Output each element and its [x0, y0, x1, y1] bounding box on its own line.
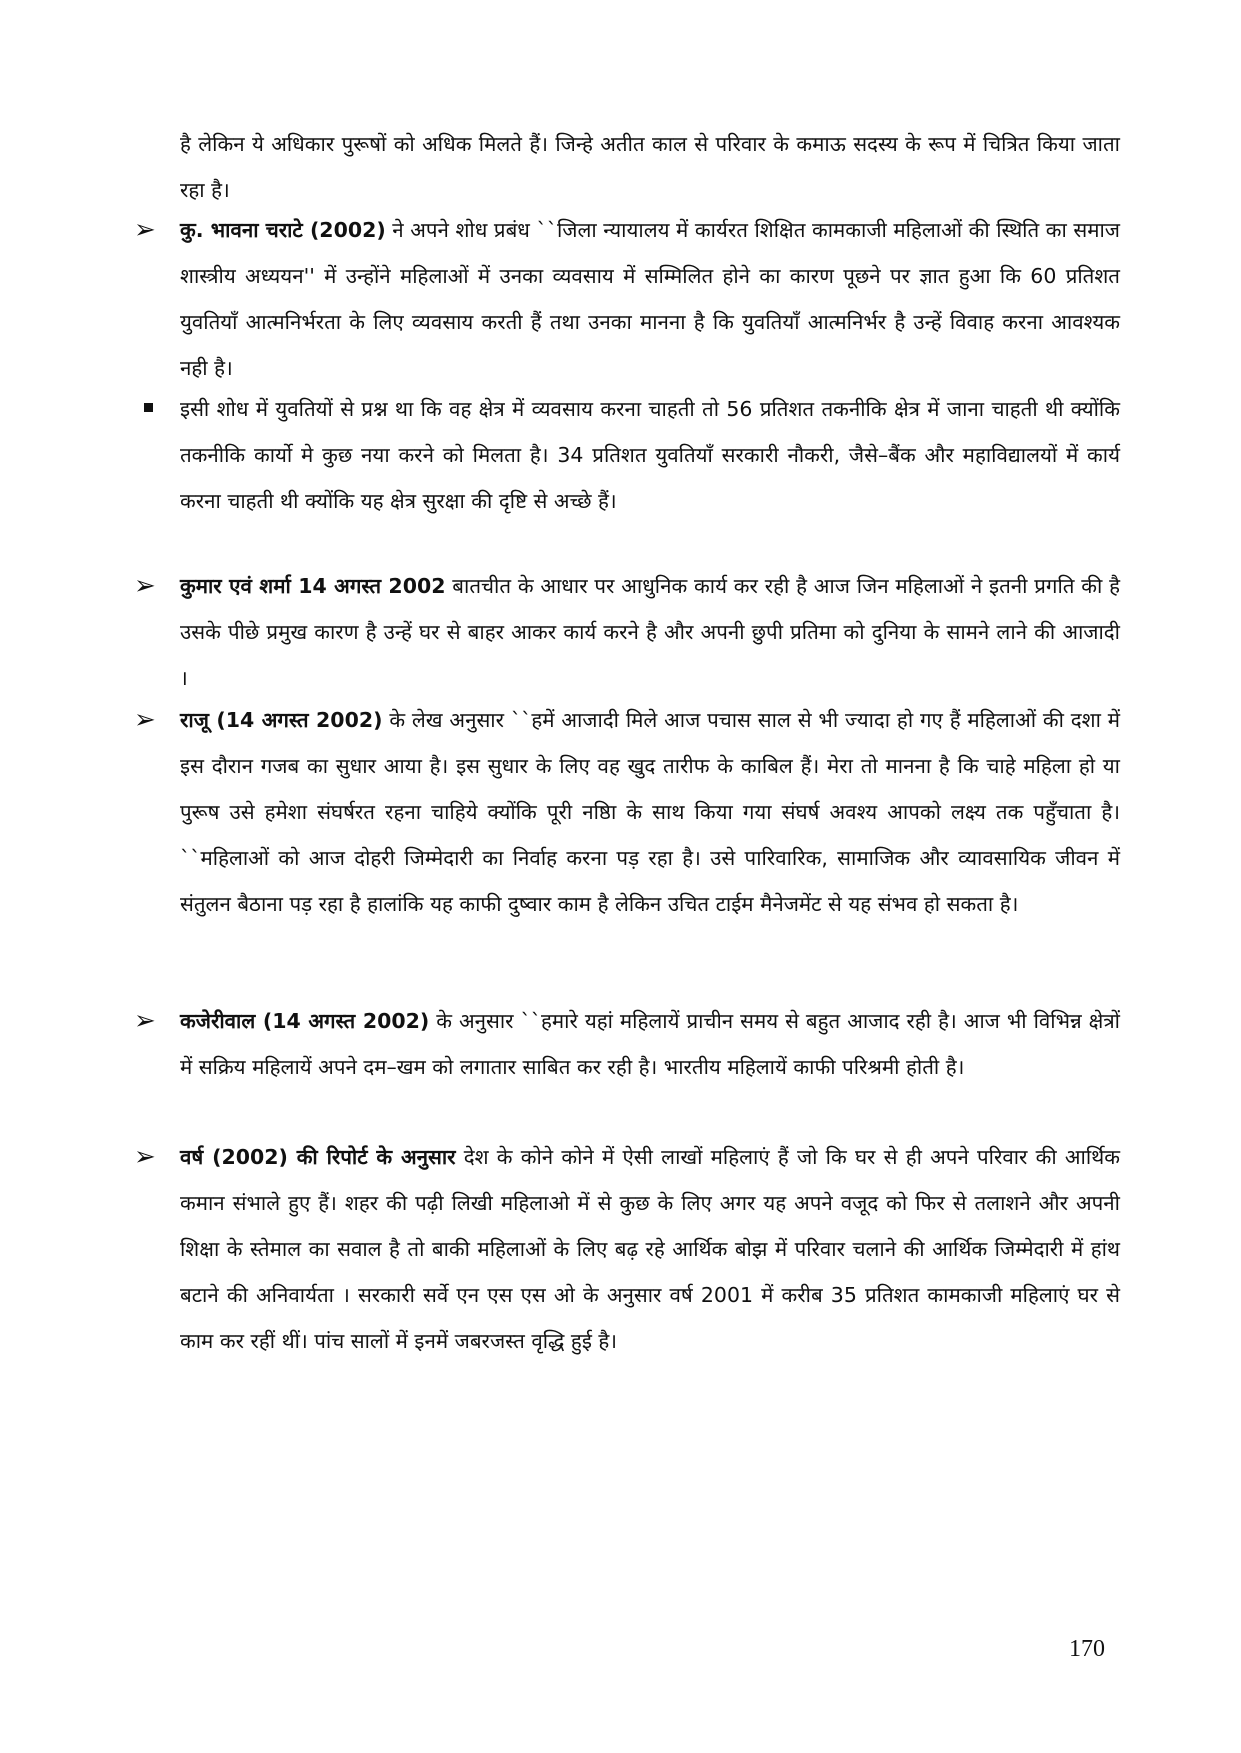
paragraph-kumar-sharma	[134, 563, 1120, 701]
paragraph-report-2002	[134, 1134, 1120, 1364]
arrow-bullet-icon: ➢	[134, 1142, 156, 1172]
paragraph-kajeriwal	[134, 998, 1120, 1090]
citation-lead: राजू (14 अगस्त 2002)	[180, 708, 383, 732]
paragraph-research-followup	[180, 386, 1120, 524]
paragraph-text: के अनुसार ``हमारे यहां महिलायें प्राचीन समय से बहुत आजाद रही है। आज भी विभिन्न क्षेत्रों में सक्रिय महिलायें अपने दम–खम को लगातार साबित कर रही है। भारतीय महिलायें काफी परिश्रमी होती है।	[180, 1009, 1120, 1079]
paragraph-body	[180, 1134, 1120, 1364]
citation-lead: कजेरीवाल (14 अगस्त 2002)	[180, 1009, 430, 1033]
paragraph-text: देश के कोने कोने में ऐसी लाखों महिलाएं हैं जो कि घर से ही अपने परिवार की आर्थिक कमान संभाले हुए हैं। शहर की पढ़ी लिखी महिलाओ में से कुछ के लिए अगर यह अपने वजूद को फिर से तलाशने और अपनी शिक्षा के स्तेमाल का सवाल है तो बाकी महिलाओं के लिए बढ़ रहे आर्थिक बोझ में परिवार चलाने की आर्थिक जिम्मेदारी में हांथ बटाने की अनिवार्यता । सरकारी सर्वे एन एस एस ओ के अनुसार वर्ष 2001 में करीब 35 प्रतिशत कामकाजी महिलाएं घर से काम कर रहीं थीं। पांच सालों में इनमें जबरजस्त वृद्धि हुई है।	[180, 1145, 1120, 1353]
paragraph-bhavna-charate	[134, 207, 1120, 391]
arrow-bullet-icon: ➢	[134, 571, 156, 601]
page-number: 170	[1069, 1636, 1105, 1662]
paragraph-body	[180, 207, 1120, 391]
square-bullet-icon	[144, 403, 153, 412]
arrow-bullet-icon: ➢	[134, 705, 156, 735]
paragraph-text: इसी शोध में युवतियों से प्रश्न था कि वह क्षेत्र में व्यवसाय करना चाहती तो 56 प्रतिशत तकनीकि क्षेत्र में जाना चाहती थी क्योंकि तकनीकि कार्यो मे कुछ नया करने को मिलता है। 34 प्रतिशत युवतियॉं सरकारी नौकरी, जैसे–बैंक और महाविद्यालयों में कार्य करना चाहती थी क्योंकि यह क्षेत्र सुरक्षा की दृष्टि से अच्छे हैं।	[180, 397, 1120, 513]
paragraph-raju	[134, 697, 1120, 927]
citation-lead: कुमार एवं शर्मा 14 अगस्त 2002	[180, 574, 446, 598]
paragraph-text: ने अपने शोध प्रबंध ``जिला न्यायालय में कार्यरत शिक्षित कामकाजी महिलाओं की स्थिति का समाज शास्त्रीय अध्ययन'' में उन्होंने महिलाओं में उनका व्यवसाय में सम्मिलित होने का कारण पूछने पर ज्ञात हुआ कि 60 प्रतिशत युवतियॉं आत्मनिर्भरता के लिए व्यवसाय करती हैं तथा उनका मानना है कि युवतियॉं आत्मनिर्भर है उन्हें विवाह करना आवश्यक नही है।	[180, 218, 1120, 380]
paragraph-text: है लेकिन ये अधिकार पुरूषों को अधिक मिलते हैं। जिन्हे अतीत काल से परिवार के कमाऊ सदस्य के रूप में चित्रित किया जाता रहा है।	[180, 132, 1120, 202]
arrow-bullet-icon: ➢	[134, 1006, 156, 1036]
paragraph-body	[180, 697, 1120, 927]
citation-lead: वर्ष (2002) की रिपोर्ट के अनुसार	[180, 1145, 456, 1169]
paragraph-text: बातचीत के आधार पर आधुनिक कार्य कर रही है आज जिन महिलाओं ने इतनी प्रगति की है उसके पीछे प्रमुख कारण है उन्हें घर से बाहर आकर कार्य करने है और अपनी छुपी प्रतिमा को दुनिया के सामने लाने की आजादी ।	[180, 574, 1120, 690]
paragraph-text: के लेख अनुसार ``हमें आजादी मिले आज पचास साल से भी ज्यादा हो गए हैं महिलाओं की दशा में इस दौरान गजब का सुधार आया है। इस सुधार के लिए वह खुद तारीफ के काबिल हैं। मेरा तो मानना है कि चाहे महिला हो या पुरूष उसे हमेशा संघर्षरत रहना चाहिये क्योंकि पूरी नष्ठिा के साथ किया गया संघर्ष अवश्य आपको लक्ष्य तक पहुॅंचाता है। ``महिलाओं को आज दोहरी जिम्मेदारी का निर्वाह करना पड़ रहा है। उसे पारिवारिक, सामाजिक और व्यावसायिक जीवन में संतुलन बैठाना पड़ रहा है हालांकि यह काफी दुष्वार काम है लेकिन उचित टाईम मैनेजमेंट से यह संभव हो सकता है।	[180, 708, 1120, 916]
paragraph-body	[180, 998, 1120, 1090]
citation-lead: कु. भावना चराटे (2002)	[180, 218, 386, 242]
arrow-bullet-icon: ➢	[134, 215, 156, 245]
paragraph-body	[180, 563, 1120, 701]
paragraph-continuation	[180, 121, 1120, 213]
